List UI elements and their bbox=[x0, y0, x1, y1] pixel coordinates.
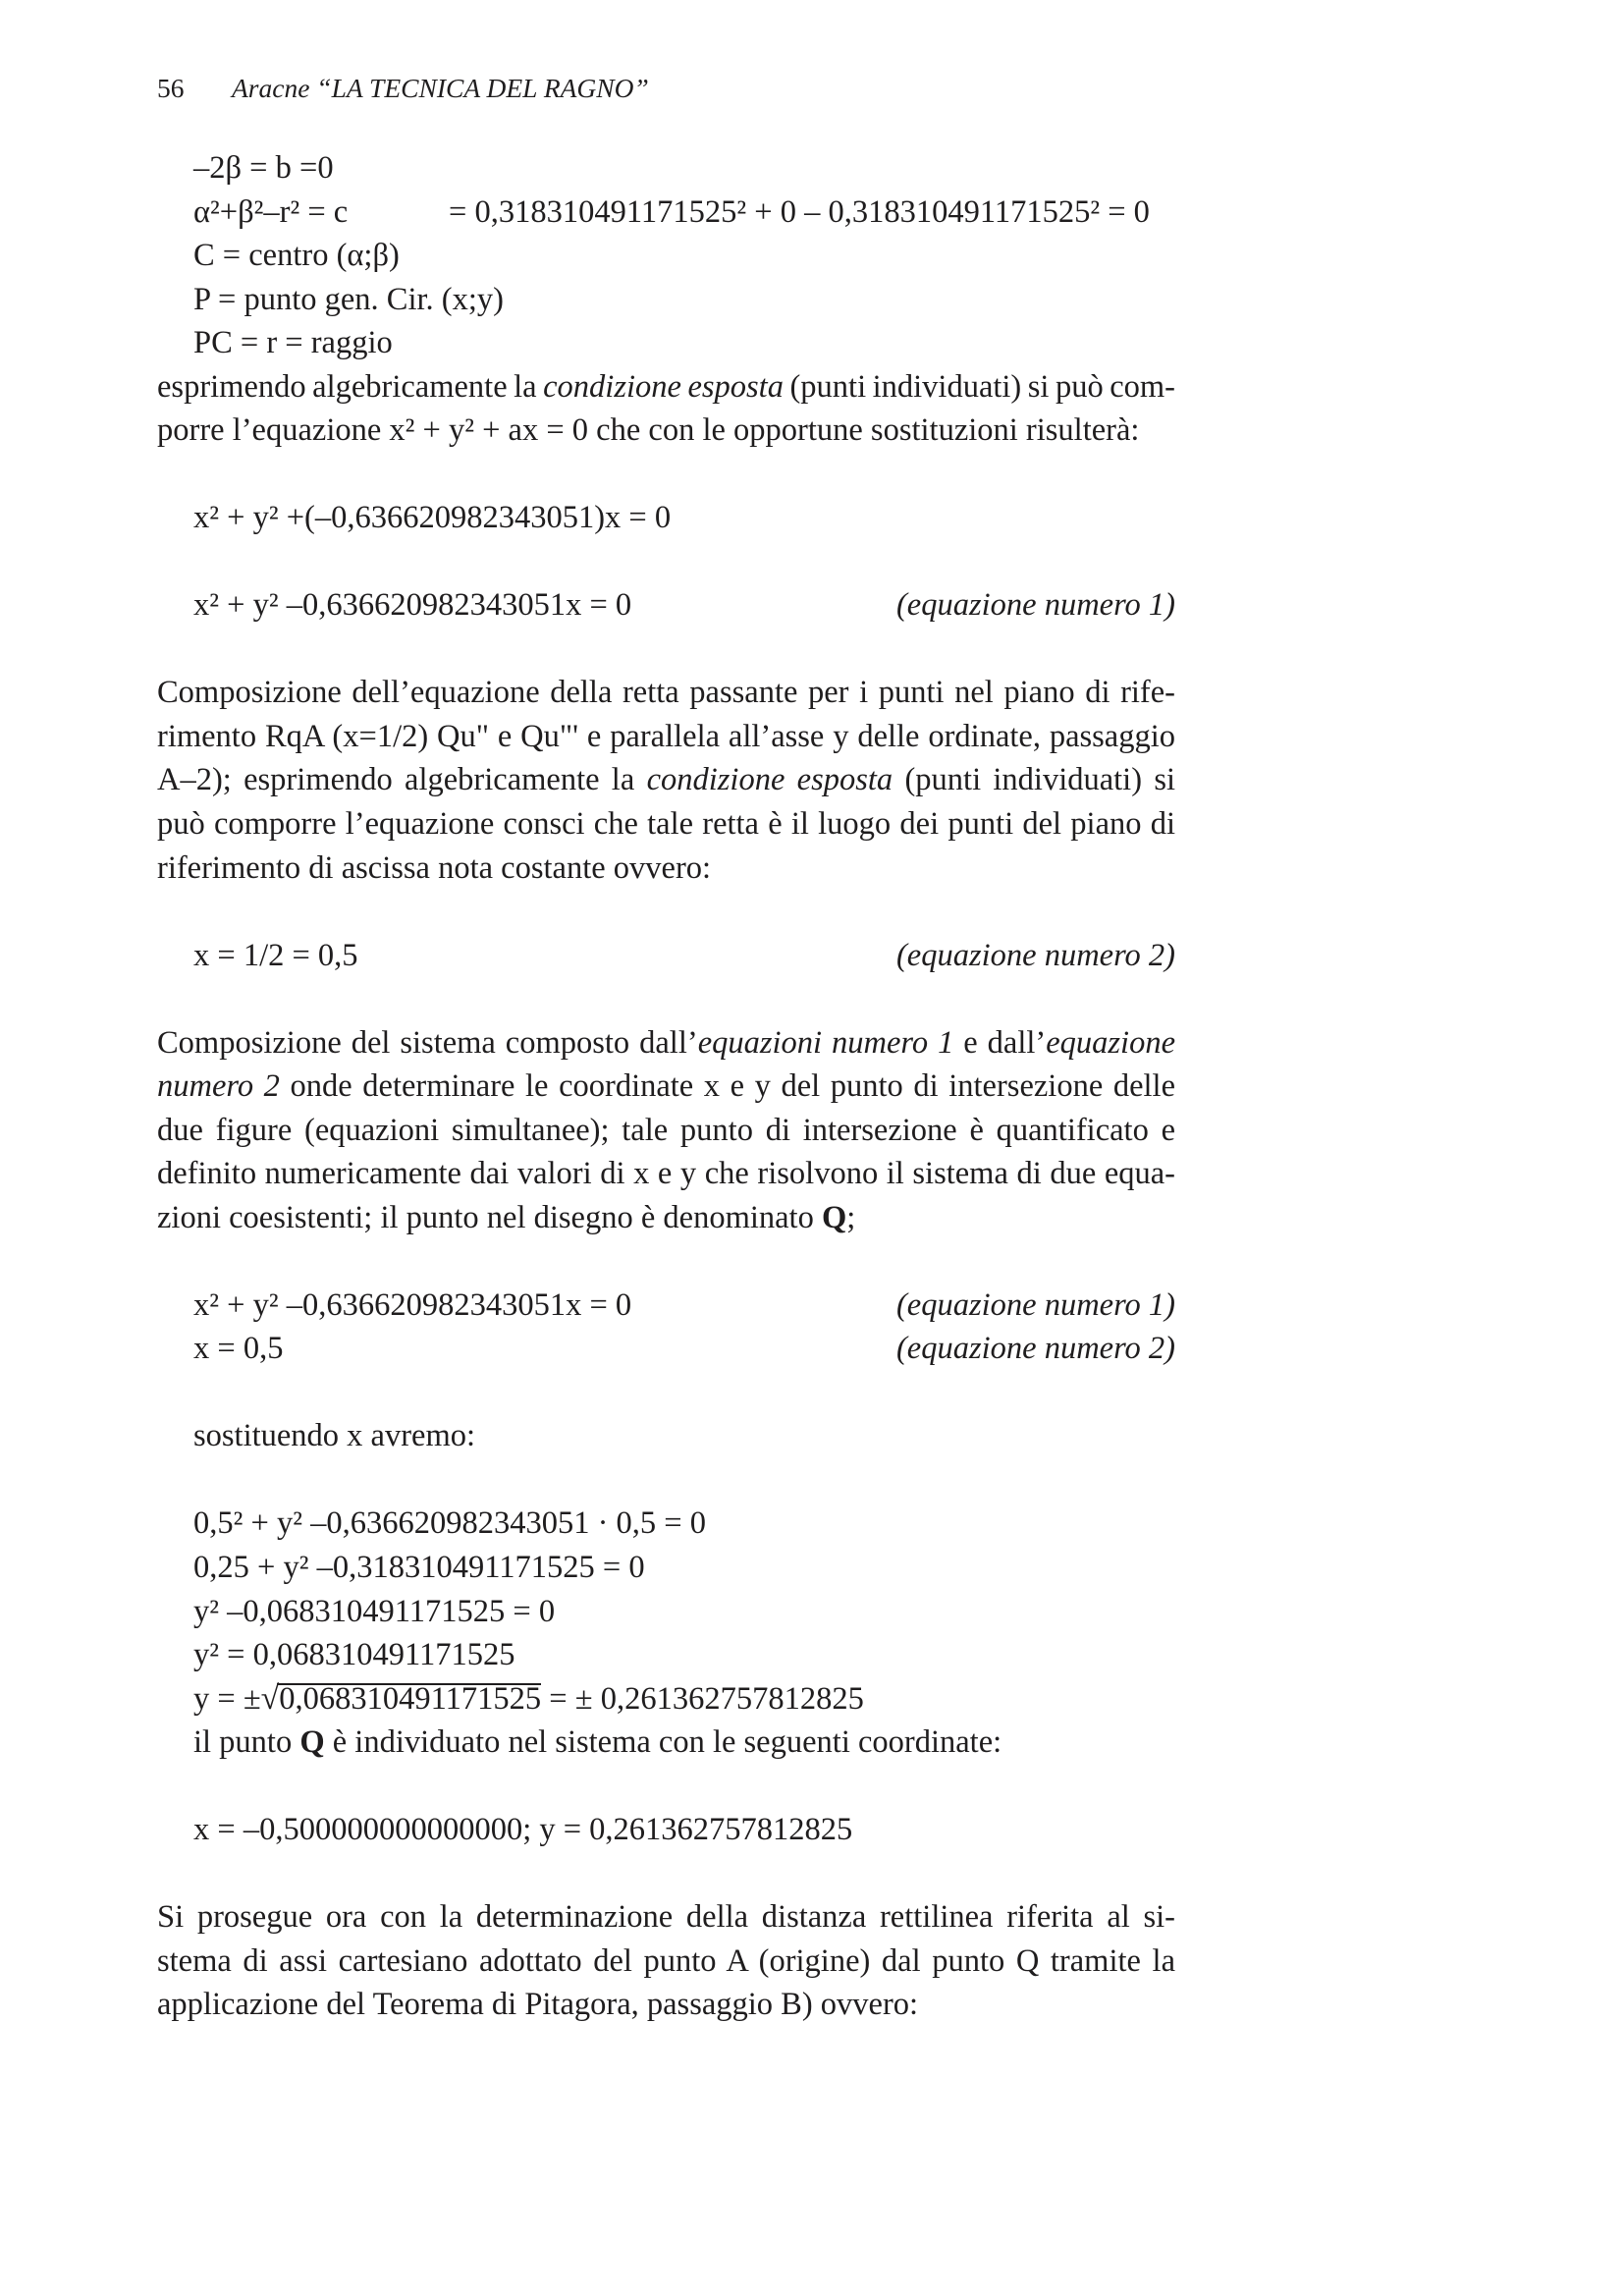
square-root-sign: √ bbox=[260, 1679, 280, 1717]
paragraph-3-line-4: definito numericamente dai valori di x e y che risolvono il sistema di due equa- bbox=[157, 1156, 1175, 1192]
paragraph-2-line-4: può comporre l’equazione consci che tale retta è il luogo dei punti del piano di bbox=[157, 805, 1175, 842]
bold-term: Q bbox=[821, 1199, 847, 1235]
equation-expression: x² + y² –0,636620982343051x = 0 bbox=[193, 587, 632, 624]
equation-label: (equazione numero 1) bbox=[895, 1286, 1175, 1323]
definition-c bbox=[157, 191, 1175, 235]
expression-lhs: y = ± bbox=[193, 1680, 261, 1717]
substitution-intro: sostituendo x avremo: bbox=[193, 1418, 476, 1454]
radicand: 0,068310491171525 bbox=[279, 1680, 542, 1717]
equation-label: (equazione numero 2) bbox=[895, 1331, 1175, 1367]
system-row-2 bbox=[157, 1327, 1175, 1371]
text-run: Composizione del sistema composto dall’ bbox=[157, 1024, 698, 1061]
system-row-1 bbox=[157, 1284, 1175, 1328]
text-run: ; bbox=[846, 1199, 856, 1235]
text-run: esprimendo algebricamente la bbox=[157, 368, 544, 405]
definition-c-lhs: α²+β²–r² = c bbox=[193, 193, 349, 230]
text-run: onde determinare le coordinate x e y del punto di intersezione delle bbox=[279, 1068, 1175, 1105]
italic-term: equazione bbox=[1046, 1024, 1175, 1061]
equation-row-1 bbox=[157, 583, 1175, 628]
text-run: (punti individuati) si può com- bbox=[783, 368, 1176, 405]
paragraph-1-line-1 bbox=[157, 365, 1175, 410]
paragraph-4-line-2: stema di assi cartesiano adottato del punto A (origine) dal punto Q tramite la bbox=[157, 1942, 1175, 1979]
paragraph-2-line-1: Composizione dell’equazione della retta passante per i punti nel piano di rife- bbox=[157, 675, 1175, 711]
definition-c-rhs: = 0,318310491171525² + 0 – 0,318310491171525² = 0 bbox=[449, 193, 1150, 230]
expression-rhs: = ± 0,261362757812825 bbox=[541, 1680, 864, 1717]
paragraph-4-line-3: applicazione del Teorema di Pitagora, passaggio B) ovvero: bbox=[157, 1987, 919, 2023]
text-run: il punto bbox=[193, 1724, 300, 1761]
equation-row-2 bbox=[157, 934, 1175, 978]
paragraph-3-line-3: due figure (equazioni simultanee); tale punto di intersezione è quantificato e bbox=[157, 1112, 1175, 1148]
substitution-step-1: 0,5² + y² –0,636620982343051 · 0,5 = 0 bbox=[193, 1505, 706, 1542]
bold-term: Q bbox=[299, 1724, 325, 1761]
paragraph-2-line-2: rimento RqA (x=1/2) Qu" e Qu"' e parallela all’asse y delle ordinate, passaggio bbox=[157, 718, 1175, 754]
substitution-step-4: y² = 0,068310491171525 bbox=[193, 1637, 515, 1673]
text-run: e dall’ bbox=[953, 1024, 1047, 1061]
paragraph-3-line-5 bbox=[157, 1196, 1175, 1240]
text-run: è individuato nel sistema con le seguenti coordinate: bbox=[324, 1724, 1002, 1761]
definition-point: P = punto gen. Cir. (x;y) bbox=[193, 281, 504, 317]
equation-expression: x = 0,5 bbox=[193, 1331, 284, 1367]
substitution-step-5 bbox=[157, 1677, 1175, 1722]
text-run: (punti individuati) si bbox=[893, 762, 1175, 798]
point-q-coordinates: x = –0,500000000000000; y = 0,261362757812825 bbox=[193, 1812, 853, 1848]
equation-label: (equazione numero 1) bbox=[895, 587, 1175, 624]
running-header bbox=[157, 69, 1175, 108]
running-title: Aracne “LA TECNICA DEL RAGNO” bbox=[232, 73, 649, 103]
paragraph-4-line-1: Si prosegue ora con la determinazione della distanza rettilinea riferita al si- bbox=[157, 1899, 1175, 1936]
paragraph-1-line-2: porre l’equazione x² + y² + ax = 0 che con le opportune sostituzioni risulterà: bbox=[157, 412, 1140, 449]
page-number: 56 bbox=[157, 73, 185, 103]
paragraph-3-line-2 bbox=[157, 1065, 1175, 1109]
page-body bbox=[157, 146, 1175, 2027]
equation-substituted: x² + y² +(–0,636620982343051)x = 0 bbox=[193, 500, 672, 536]
paragraph-2-line-5: riferimento di ascissa nota costante ovvero: bbox=[157, 849, 712, 886]
definition-b: –2β = b =0 bbox=[193, 150, 334, 186]
equation-expression: x² + y² –0,636620982343051x = 0 bbox=[193, 1286, 632, 1323]
paragraph-2-line-3 bbox=[157, 758, 1175, 802]
paragraph-3-line-1 bbox=[157, 1021, 1175, 1066]
substitution-conclusion bbox=[157, 1721, 1175, 1765]
equation-label: (equazione numero 2) bbox=[895, 937, 1175, 973]
definition-centre: C = centro (α;β) bbox=[193, 238, 400, 274]
substitution-step-2: 0,25 + y² –0,318310491171525 = 0 bbox=[193, 1550, 645, 1585]
text-run: A–2); esprimendo algebricamente la bbox=[157, 762, 647, 798]
italic-term: condizione esposta bbox=[646, 762, 893, 798]
italic-term: condizione esposta bbox=[543, 368, 784, 405]
equation-expression: x = 1/2 = 0,5 bbox=[193, 937, 358, 973]
italic-term: numero 2 bbox=[157, 1068, 280, 1105]
definition-radius: PC = r = raggio bbox=[193, 325, 393, 361]
text-run: zioni coesistenti; il punto nel disegno è denominato bbox=[157, 1199, 822, 1235]
substitution-step-3: y² –0,068310491171525 = 0 bbox=[193, 1593, 556, 1629]
italic-term: equazioni numero 1 bbox=[697, 1024, 954, 1061]
